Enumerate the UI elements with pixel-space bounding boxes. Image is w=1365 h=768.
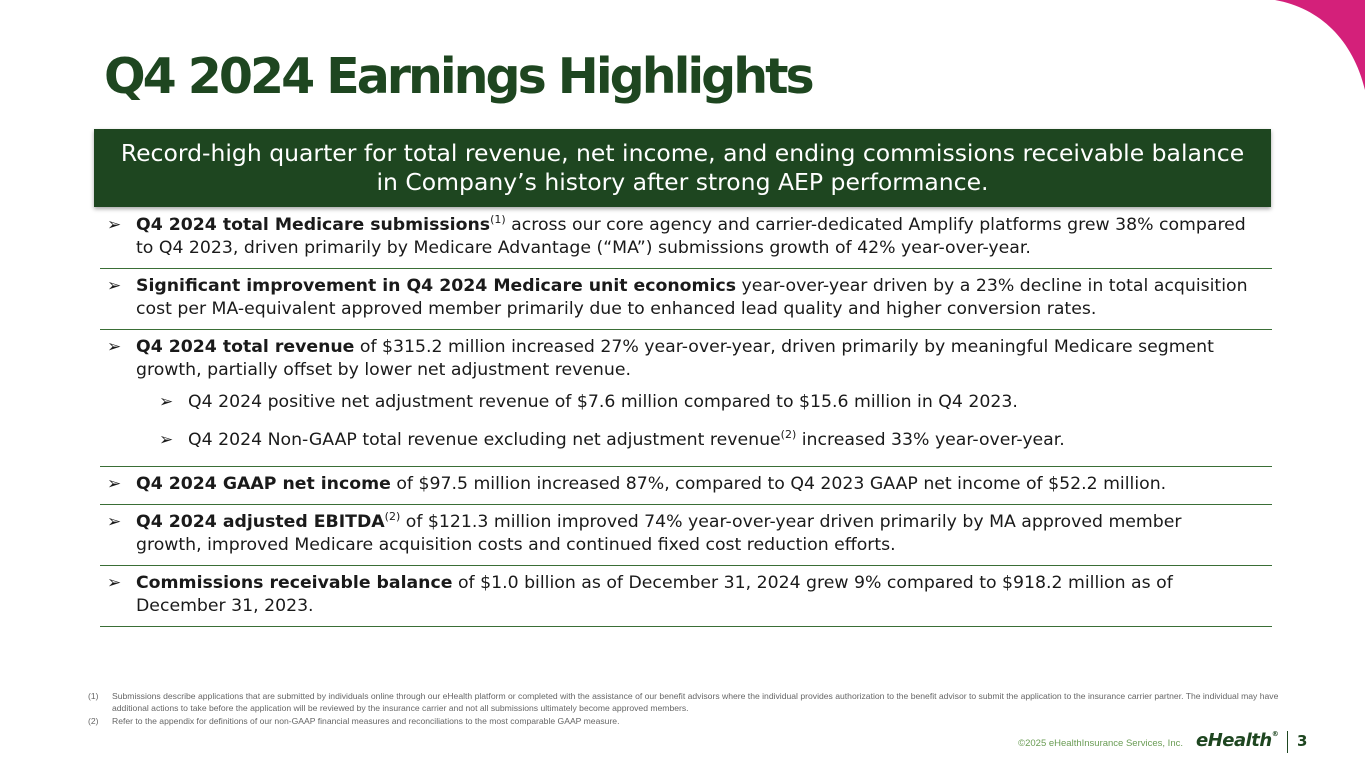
logo-wordmark: eHealth (1196, 730, 1272, 751)
bullet-heading: Significant improvement in Q4 2024 Medicare unit economics (136, 276, 736, 296)
banner-text: Record-high quarter for total revenue, net income, and ending commissions receivable balance in Company’s history after strong AEP performance. (120, 139, 1245, 196)
footnote-number: (2) (88, 715, 99, 726)
footnotes (88, 690, 1303, 727)
arrow-bullet-icon: ➢ (159, 392, 174, 412)
bullet-text: of $315.2 million increased 27% year-over-year, driven primarily by meaningful Medicare segment growth, partially offset by lower net adjustment revenue. (136, 337, 1214, 380)
bullet-heading: Q4 2024 adjusted EBITDA (136, 512, 385, 532)
list-item (100, 269, 1272, 330)
sub-bullet-text: increased 33% year-over-year. (796, 430, 1065, 450)
highlight-banner (94, 129, 1271, 207)
footer-divider (1287, 731, 1288, 753)
arrow-bullet-icon: ➢ (107, 573, 122, 593)
footnote-ref: (2) (780, 428, 797, 442)
list-item (100, 208, 1272, 269)
arrow-bullet-icon: ➢ (107, 276, 122, 296)
page-title: Q4 2024 Earnings Highlights (104, 48, 812, 105)
copyright-text: ©2025 eHealthInsurance Services, Inc. (1018, 738, 1183, 749)
bullet-heading: Commissions receivable balance (136, 573, 453, 593)
footnote-text: Submissions describe applications that are submitted by individuals online through our eHealth platform or completed with the assistance of our benefit advisors where the individual provides authorization to the benefit advisor to submit the application to the insurance carrier partner. The individual may have additional actions to take before the application will be reviewed by the insurance carrier and not all submissions ultimately become approved members. (112, 691, 1279, 714)
footnote-text: Refer to the appendix for definitions of our non-GAAP financial measures and reconciliations to the most comparable GAAP measure. (112, 715, 620, 726)
footnote (88, 690, 1303, 715)
arrow-bullet-icon: ➢ (107, 337, 122, 357)
footnote-number: (1) (88, 691, 99, 701)
bullet-text: of $121.3 million improved 74% year-over-year driven primarily by MA approved member growth, improved Medicare acquisition costs and continued fixed cost reduction efforts. (136, 512, 1182, 555)
arrow-bullet-icon: ➢ (159, 430, 174, 450)
sub-list-item (136, 420, 1252, 458)
bullet-text: of $1.0 billion as of December 31, 2024 grew 9% compared to $918.2 million as of December 31, 2023. (136, 573, 1173, 616)
bullet-heading: Q4 2024 total revenue (136, 337, 355, 357)
ehealth-logo (1196, 730, 1278, 751)
bullet-heading: Q4 2024 total Medicare submissions (136, 215, 491, 235)
footnote-ref: (2) (384, 510, 401, 524)
bullet-heading: Q4 2024 GAAP net income (136, 474, 391, 494)
footnote (88, 715, 1303, 727)
arrow-bullet-icon: ➢ (107, 474, 122, 494)
corner-decoration (1275, 0, 1365, 90)
bullet-text: across our core agency and carrier-dedicated Amplify platforms grew 38% compared to Q4 2023, driven primarily by Medicare Advantage (“MA”) submissions growth of 42% year-over-year. (136, 215, 1246, 258)
sub-list-item (136, 382, 1252, 420)
list-item (100, 566, 1272, 627)
sub-bullet-text: Q4 2024 positive net adjustment revenue of $7.6 million compared to $15.6 million in Q4 2023. (188, 392, 1018, 412)
bullet-text: of $97.5 million increased 87%, compared to Q4 2023 GAAP net income of $52.2 million. (390, 474, 1167, 494)
list-item (100, 467, 1272, 505)
list-item (100, 330, 1272, 467)
sub-bullet-text: Q4 2024 Non-GAAP total revenue excluding net adjustment revenue (188, 430, 781, 450)
list-item (100, 505, 1272, 566)
highlights-list (100, 208, 1272, 627)
registered-mark: ® (1271, 730, 1279, 738)
arrow-bullet-icon: ➢ (107, 215, 122, 235)
arrow-bullet-icon: ➢ (107, 512, 122, 532)
page-number: 3 (1297, 732, 1308, 750)
footnote-ref: (1) (490, 213, 506, 227)
bullet-text: year-over-year driven by a 23% decline in total acquisition cost per MA-equivalent approved member primarily due to enhanced lead quality and higher conversion rates. (136, 276, 1248, 319)
